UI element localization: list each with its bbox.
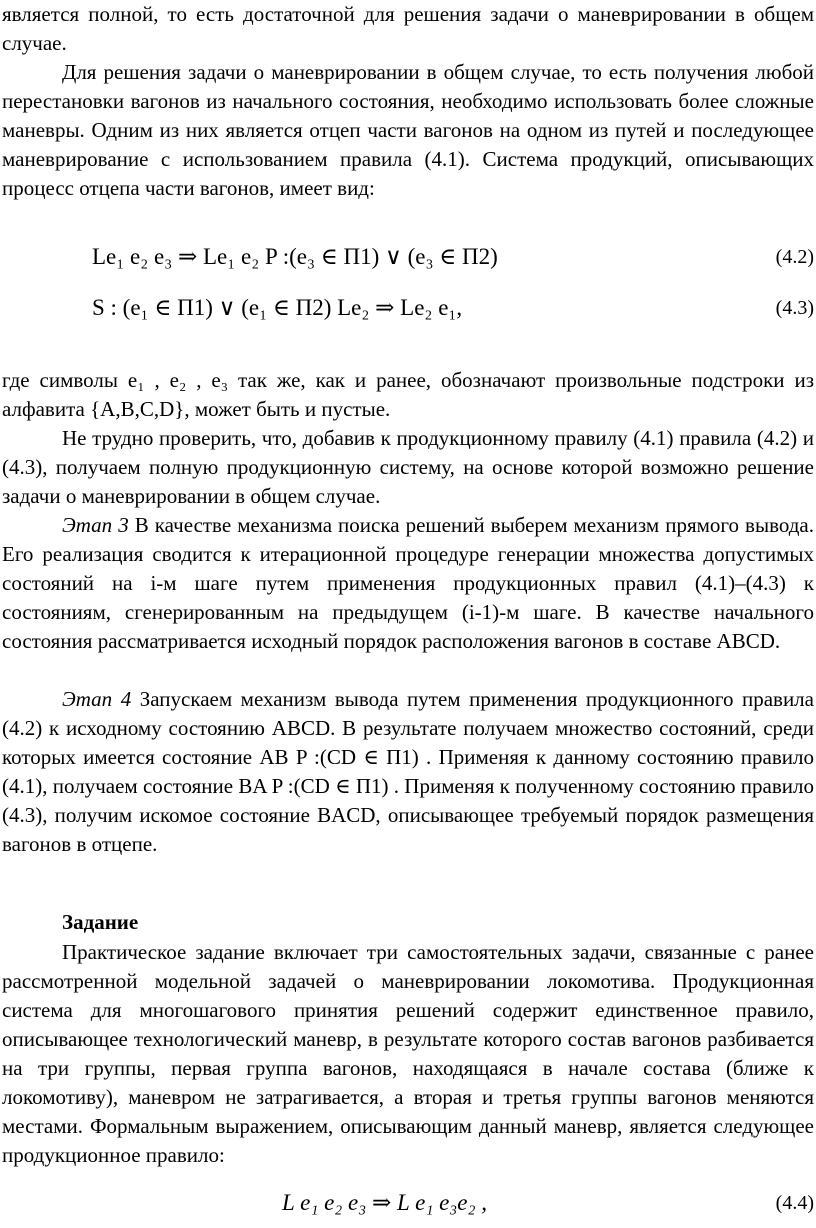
equation-4-2 [0, 240, 816, 274]
paragraph-task: Практическое задание включает три самостоятельных задачи, связанные с ранее рассмотренной модельной задачей о маневрировании локомотива. Продукционная система для многошагового принятия решений содержит единственное правило, описывающее технологический маневр, в результате которого состав вагонов разбивается на три группы, первая группа вагонов, находящаяся в начале состава (ближе к локомотиву), маневром не затрагивается, а вторая и третья группы вагонов меняются местами. Формальным выражением, описывающим данный маневр, является следующее продукционное правило: [2, 940, 814, 1167]
equation-4-4-formula: L e₁ e₂ e₃ ⇒ L e₁ e₃e₂ , [282, 1190, 488, 1215]
equation-4-3 [0, 291, 816, 325]
paragraph-stage-3 [2, 511, 814, 656]
stage-4-label: Этап 4 [62, 687, 132, 711]
stage-4-text: Запускаем механизм вывода путем применения продукционного правила (4.2) к исходному состоянию ABCD. В результате получаем множество состояний, среди которых имеется состояние AB P :(CD ∈ П1) . Применяя к данному состоянию правило (4.1), получаем состояние BA P :(CD ∈ П1) . Применяя к полученному состоянию правило (4.3), получим искомое состояние BACD, описывающее требуемый порядок размещения вагонов в отцепе. [2, 687, 814, 856]
paragraph-intro-tail: является полной, то есть достаточной для решения задачи о маневрировании в общем случае. [2, 2, 814, 55]
equation-4-4 [0, 1186, 816, 1220]
equation-4-3-formula: S : (e₁ ∈ П1) ∨ (e₁ ∈ П2) Le₂ ⇒ Le₂ e₁, [92, 295, 463, 320]
stage-3-label: Этап 3 [62, 513, 129, 537]
equation-4-2-formula: Le₁ e₂ e₃ ⇒ Le₁ e₂ P :(e₃ ∈ П1) ∨ (e₃ ∈ П2) [92, 244, 498, 269]
equation-4-4-number: (4.4) [775, 1192, 814, 1214]
paragraph-check: Не трудно проверить, что, добавив к продукционному правилу (4.1) правила (4.2) и (4.3), получаем полную продукционную систему, на основе которой возможно решение задачи о маневрировании в общем случае. [2, 426, 814, 508]
paragraph-symbols: где символы e₁ , e₂ , e₃ так же, как и ранее, обозначают произвольные подстроки из алфавита {A,B,C,D}, может быть и пустые. [2, 368, 814, 421]
paragraph-stage-4 [2, 685, 814, 859]
paragraph-general-case: Для решения задачи о маневрировании в общем случае, то есть получения любой перестановки вагонов из начального состояния, необходимо использовать более сложные маневры. Одним из них является отцеп части вагонов на одном из путей и последующее маневрирование с использованием правила (4.1). Система продукций, описывающих процесс отцепа части вагонов, имеет вид: [2, 60, 814, 200]
equation-4-3-number: (4.3) [775, 297, 814, 319]
equation-4-2-number: (4.2) [775, 246, 814, 268]
task-heading: Задание [62, 910, 139, 934]
stage-3-text: В качестве механизма поиска решений выберем механизм прямого вывода. Его реализация сводится к итерационной процедуре генерации множества допустимых состояний на i-м шаге путем применения продукционных правил (4.1)–(4.3) к состояниям, сгенерированным на предыдущем (i-1)-м шаге. В качестве начального состояния рассматривается исходный порядок расположения вагонов в составе ABCD. [2, 513, 814, 653]
